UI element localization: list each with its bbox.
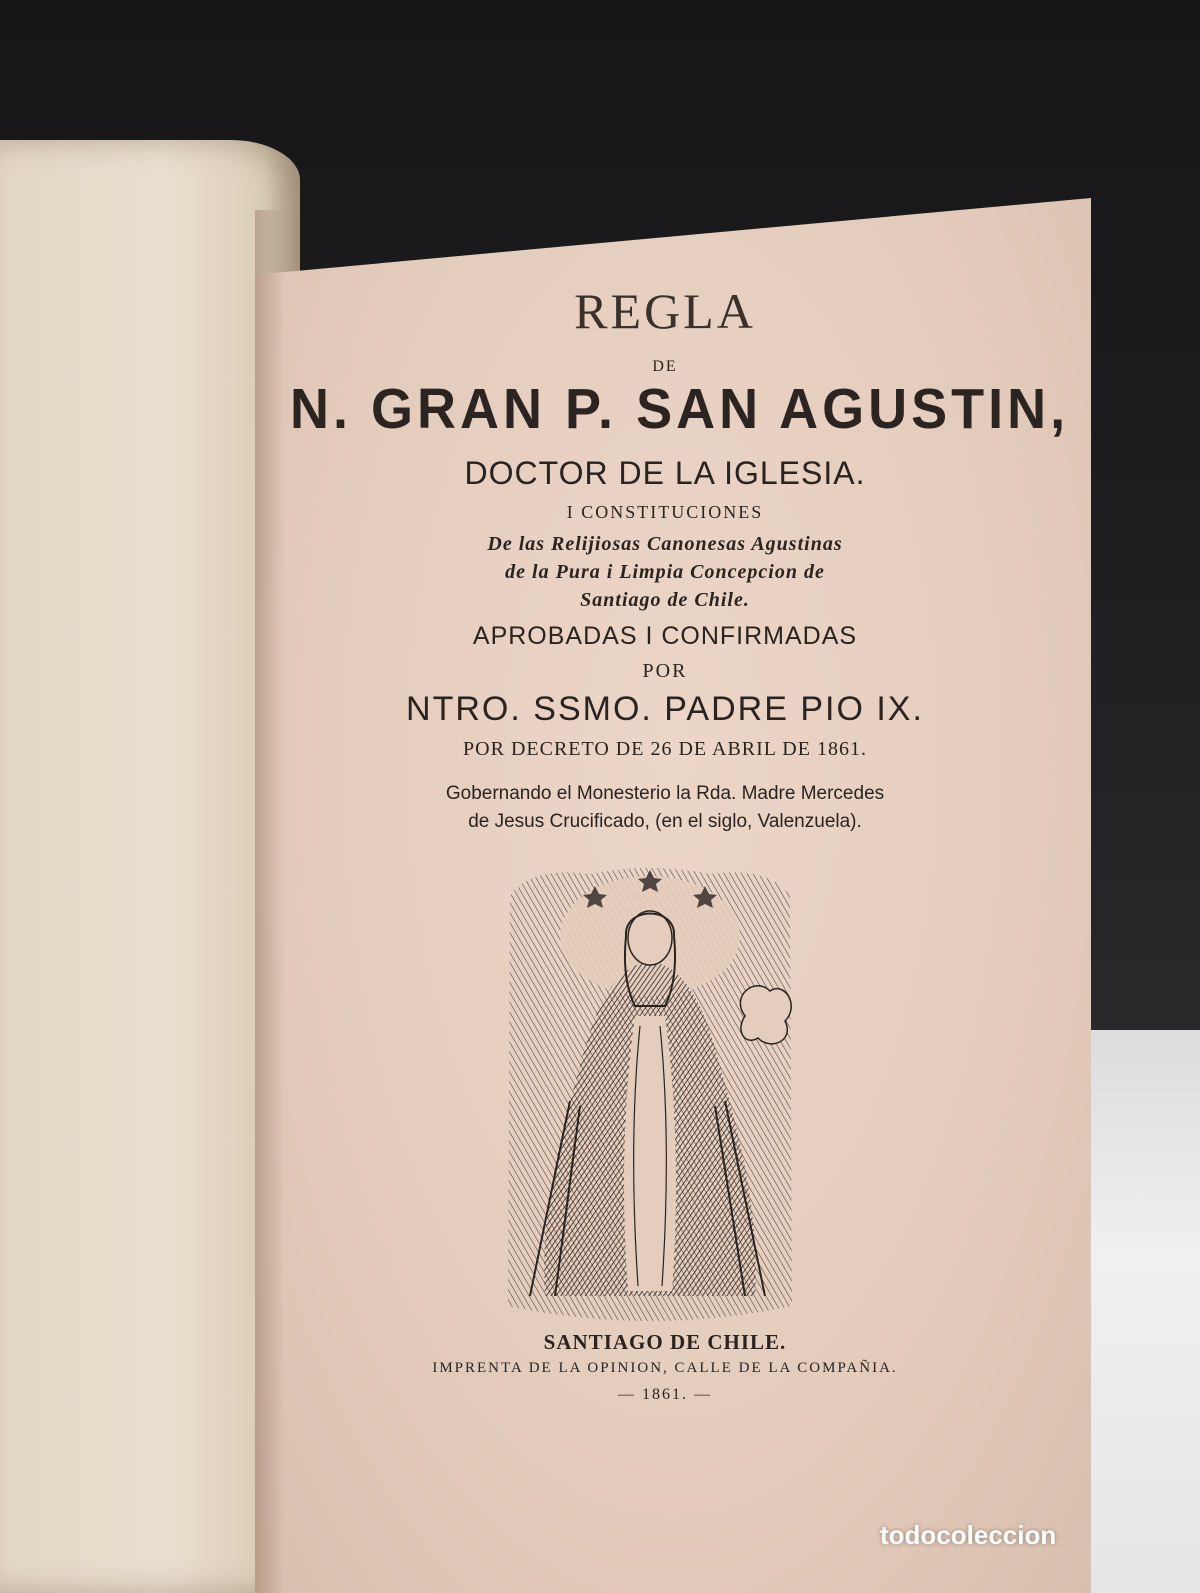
religiosas-line: De las Relijiosas Canonesas Agustinas [487, 533, 843, 555]
title-de: DE [652, 358, 678, 375]
religiosas-lines [290, 530, 1040, 614]
religiosas-line: de la Pura i Limpia Concepcion de [505, 561, 825, 583]
aprobadas-line: APROBADAS I CONFIRMADAS [472, 622, 858, 650]
page-gutter-shadow [255, 210, 285, 1593]
decreto-line: POR DECRETO DE 26 DE ABRIL DE 1861. [463, 738, 867, 760]
constituciones-line: I CONSTITUCIONES [566, 502, 764, 522]
book-title: REGLA [574, 283, 756, 339]
gobernando-line: de Jesus Crucificado, (en el siglo, Valenzuela). [468, 811, 862, 832]
light-backdrop [1080, 1030, 1200, 1593]
city-line: SANTIAGO DE CHILE. [543, 1330, 787, 1354]
virgin-engraving [500, 866, 800, 1326]
por-line: POR [642, 660, 688, 682]
religiosas-line: Santiago de Chile. [580, 589, 750, 611]
gobernando-lines [290, 780, 1040, 836]
watermark-text: todocoleccion [880, 1520, 1057, 1550]
year-line: — 1861. — [618, 1386, 712, 1403]
watermark-logo [880, 1520, 1180, 1560]
imprenta-line: IMPRENTA DE LA OPINION, CALLE DE LA COMPAÑIA. [432, 1360, 898, 1376]
saint-name: N. GRAN P. SAN AGUSTIN, [290, 377, 1070, 441]
gobernando-line: Gobernando el Monesterio la Rda. Madre Mercedes [445, 783, 885, 804]
pope-line: NTRO. SSMO. PADRE PIO IX. [406, 690, 924, 728]
doctor-line: DOCTOR DE LA IGLESIA. [464, 455, 866, 491]
